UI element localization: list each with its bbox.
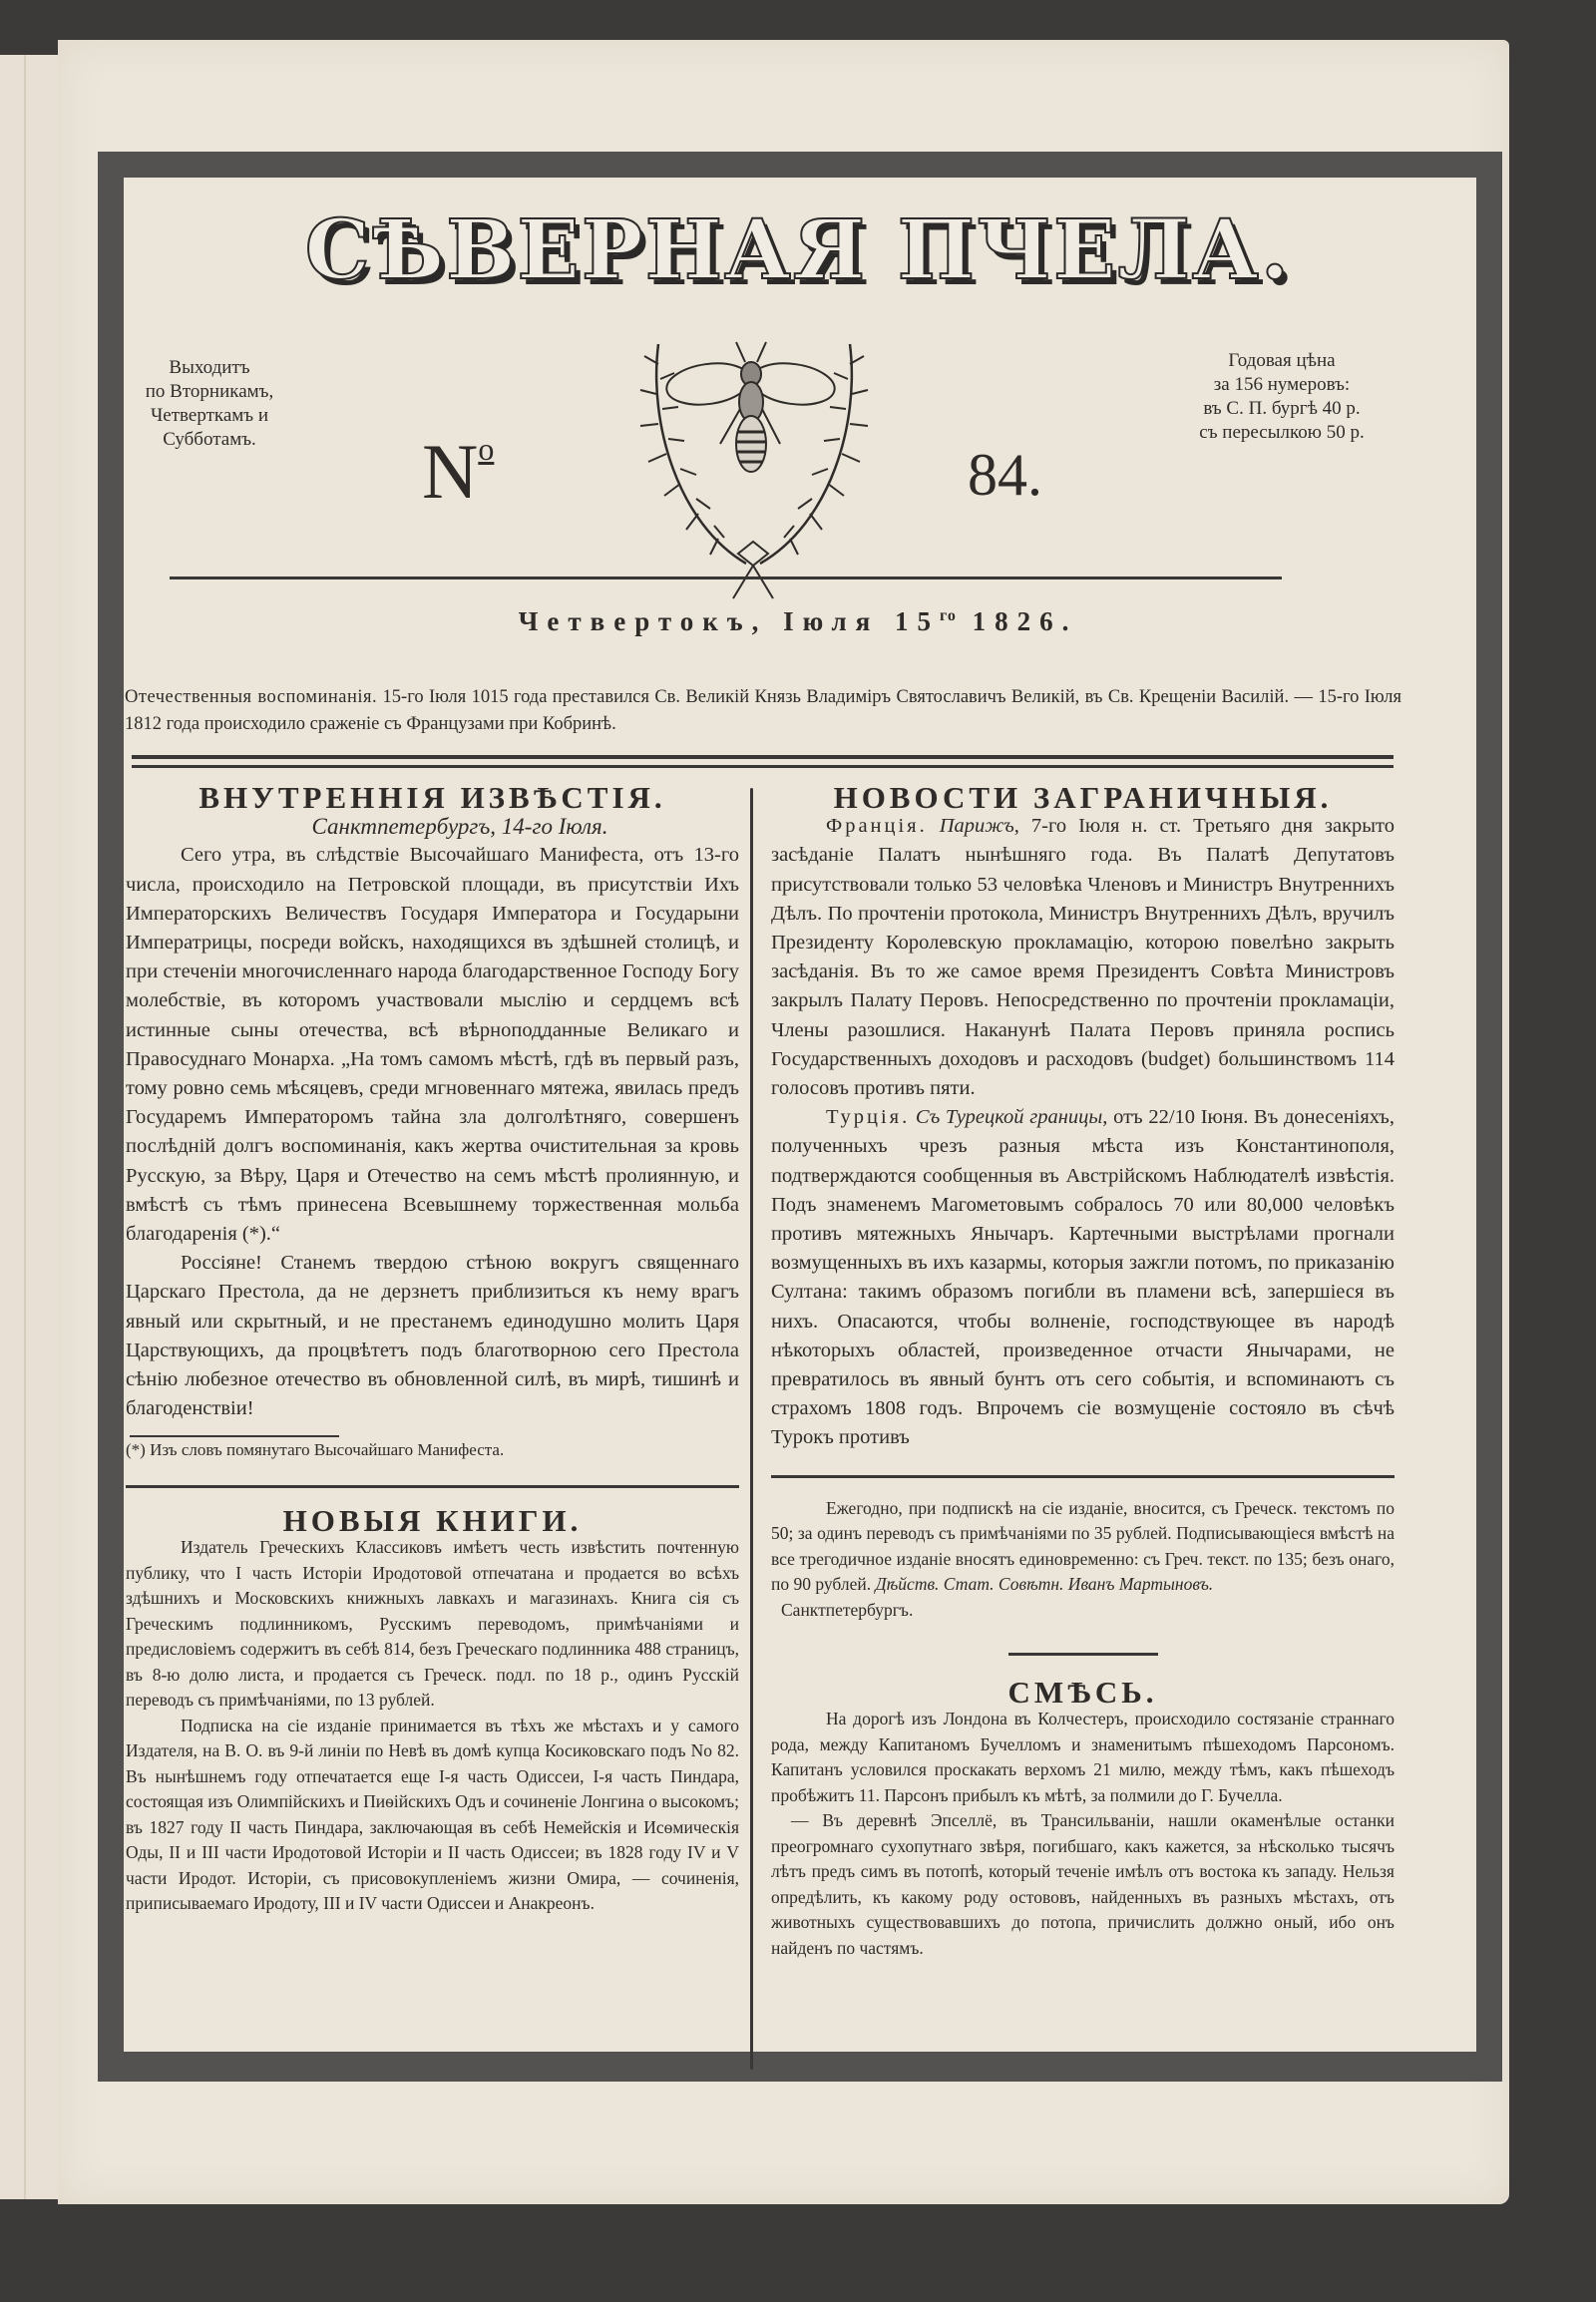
subscription-price	[1177, 349, 1387, 445]
books-paragraph: Подписка на сіе изданіе принимается въ тѣхъ же мѣстахъ и у самого Издателя, на В. О. въ 9-й линіи по Невѣ въ домѣ купца Косиковскаго подъ No 82. Въ нынѣшнемъ году отпечатается еще I-я часть Одиссеи, I-я часть Пиндара, состоящая изъ Олимпійскихъ и Пиѳійскихъ Одъ и сочиненіе Лонгина о высокомъ; въ 1827 году II часть Пиндара, заключающая въ себѣ Немейскія и Исѳмическія Оды, II и III части Иродотовой Исторіи и II часть Одиссеи; въ 1828 году IV и V части Иродот. Исторіи, съ присовокупленіемъ жизни Омира, — сочиненія, приписываемаго Иродоту, III и IV части Одиссеи и Анакреонъ.	[126, 1715, 739, 1914]
subscription-notice	[771, 1496, 1395, 1598]
date-text: Четвертокъ, Іюля 15	[518, 606, 941, 636]
signature-place: Санктпетербургъ.	[781, 1599, 914, 1620]
section-separator	[126, 1485, 739, 1488]
schedule-line: Субботамъ.	[163, 429, 256, 450]
schedule-line: по Вторникамъ,	[145, 381, 274, 402]
report-text: , отъ 22/10 Іюня. Въ донесеніяхъ, полученныхъ чрезъ разныя мѣста изъ Константинополя, подтверждаются сообщенныя въ Австрійскомъ Наблюдателѣ извѣстія. Подъ знаменемъ Магометовымъ собралось 70 или 80,000 человѣкъ противъ мятежныхъ Янычаръ. Картечными выстрѣлами прогнали возмущенныхъ въ ихъ казармы, которыя зажгли потомъ, по приказанію Султана: такимъ образомъ погибли въ пламени всѣ, запершіеся въ нихъ. Опасаются, чтобы волненіе, господствующее въ народѣ нѣкоторыхъ областей, произведенное отчасти Янычарами, не превратилось въ явный бунтъ отъ сего событія, и вспоминаютъ съ страхомъ 1808 годъ. Впрочемъ сіе возмущеніе состояло въ сѣчѣ Турокъ противъ	[771, 1106, 1395, 1449]
report-text: , 7-го Іюля н. ст. Третьяго дня закрыто засѣданіе Палатъ нынѣшняго года. Въ Палатѣ Депутатовъ присутствовали только 53 человѣка Членовъ и Министръ Внутреннихъ Дѣлъ. По прочтеніи протокола, Министръ Внутреннихъ Дѣлъ, вручилъ Президенту Королевскую прокламацію, которою повелѣно закрыть засѣданія. Въ то же самое время Президентъ Совѣта Министровъ закрылъ Палату Перовъ. Непосредственно по прочтеніи прокламаціи, Члены разошлися. Наканунѣ Палата Перовъ приняла роспись Государственныхъ доходовъ и расходовъ (budget) большинствомъ 114 голосовъ противъ пяти.	[771, 815, 1395, 1100]
issue-date	[0, 606, 1596, 637]
left-column	[126, 780, 739, 1917]
article-paragraph: Россіяне! Станемъ твердою стѣною вокругъ священнаго Царскаго Престола, да не дерзнетъ приблизиться къ нему врагъ явный или скрытный, и не престанемъ единодушно молить Царя Царствующихъ, да процвѣтетъ подъ благотворною сего Престола сѣнію любезное отечество въ обновленной силѣ, въ мирѣ, тишинѣ и благоденствіи!	[126, 1252, 739, 1420]
number-sign-sup: о	[478, 431, 495, 467]
price-line: за 156 нумеровъ:	[1213, 374, 1351, 395]
publication-schedule	[120, 356, 299, 452]
memorial-text: 15-го Іюля 1015 года преставился Св. Великій Князь Владиміръ Святославичъ Великій, въ Св. Крещеніи Василій. — 15-го Іюля 1812 года происходило сраженіе съ Французами при Кобринѣ.	[125, 687, 1401, 734]
double-rule-top	[132, 755, 1394, 759]
dateline: Санктпетербургъ, 14-го Іюля.	[311, 814, 608, 840]
issue-number-label	[422, 427, 494, 517]
double-rule-bottom	[132, 765, 1394, 768]
bee-wreath-icon	[589, 314, 918, 603]
price-line: съ пересылкою 50 р.	[1199, 422, 1365, 443]
article-paragraph: Сего утра, въ слѣдствіе Высочайшаго Манифеста, отъ 13-го числа, происходило на Петровской площади, въ присутствіи Ихъ Императорскихъ Величествъ Государя Императора и Государыни Императрицы, посреди войскъ, находящихся въ здѣшней столицѣ, и при стеченіи многочисленнаго народа благодарственное Господу Богу молебствіе, въ которомъ участвовали мыслію и сердцемъ всѣ истинные сыны отечества, всѣ вѣрноподданные Великаго и Правосуднаго Монарха. „На томъ самомъ мѣстѣ, гдѣ въ первый разъ, тому ровно семь мѣсяцевъ, среди мгновеннаго мятежа, явилась предъ Государемъ Императоромъ тайна зла долголѣтняго, совершенъ послѣдній долгъ воспоминанія, какъ жертва очистительная за кровь Русскую, за Вѣру, Царя и Отечество на семъ мѣстѣ пролиянную, и вмѣстѣ съ тѣмъ принесена Всевышнему торжественная мольба благодаренія (*).“	[126, 844, 739, 1246]
masthead-rule	[170, 576, 1282, 579]
section-heading-domestic: ВНУТРЕННІЯ ИЗВѢСТІЯ.	[199, 780, 666, 815]
france-report	[771, 812, 1395, 1103]
section-heading-foreign: НОВОСТИ ЗАГРАНИЧНЫЯ.	[833, 780, 1333, 815]
country-label: Франція.	[826, 815, 928, 838]
miscellany-paragraph: На дорогѣ изъ Лондона въ Колчестеръ, происходило состязаніе страннаго рода, между Капитаномъ Бучелломъ и знаменитымъ пѣшеходомъ Парсономъ. Капитанъ условился проскакать верхомъ 21 милю, между тѣмъ, какъ пѣшеходъ пробѣжитъ 11. Парсонъ прибылъ къ мѣтѣ, за полмили до Г. Бучелла.	[771, 1709, 1395, 1805]
signature: Дѣйств. Стат. Совѣтн. Иванъ Мартыновъ.	[875, 1574, 1214, 1595]
section-separator-short	[1008, 1653, 1158, 1656]
place-label: Съ Турецкой границы	[915, 1106, 1103, 1129]
page-fold	[24, 55, 26, 2199]
place-label: Парижъ	[939, 815, 1014, 838]
price-line: въ С. П. бургѣ 40 р.	[1203, 398, 1361, 419]
column-divider	[750, 788, 753, 2070]
country-label: Турція.	[826, 1106, 911, 1129]
memorial-lead: Отечественныя воспоминанія.	[125, 687, 378, 707]
schedule-line: Четверткамъ и	[150, 405, 269, 426]
section-heading-miscellany: СМѢСЬ.	[1007, 1675, 1158, 1711]
subscription-text: Ежегодно, при подпискѣ на сіе изданіе, вносится, съ Греческ. текстомъ по 50; за одинъ переводъ съ примѣчаніями по 35 рублей. Подписывающіеся вмѣстѣ на все трегодичное изданіе вносятъ единовременно: съ Греч. текст. по 135; безъ онаго, по 90 рублей.	[771, 1497, 1395, 1595]
schedule-line: Выходитъ	[169, 357, 250, 378]
section-heading-books: НОВЫЯ КНИГИ.	[282, 1502, 583, 1538]
right-column	[771, 780, 1395, 1961]
books-paragraph: Издатель Греческихъ Классиковъ имѣетъ честь извѣстить почтенную публику, что I часть Исторіи Иродотовой отпечатана и продается во всѣхъ здѣшнихъ и Московскихъ книжныхъ лавкахъ и магазинахъ. Книга сія съ Греческимъ подлинникомъ, Русскимъ переводомъ, примѣчаніями и предисловіемъ содержитъ въ себѣ 814, безъ Греческаго подлинника 488 страницъ, въ 8-ю долю листа, и продается съ Греческ. подл. по 18 р., одинъ Русскій переводъ съ примѣчаніями, по 13 рублей.	[126, 1537, 739, 1711]
footnote: (*) Изъ словъ помянутаго Высочайшаго Манифеста.	[126, 1440, 505, 1460]
masthead-title: СѢВЕРНАЯ ПЧЕЛА.	[304, 202, 1292, 298]
date-sup: го	[940, 607, 957, 624]
memorial-note	[125, 684, 1401, 738]
number-sign: N	[422, 428, 479, 515]
adjacent-page-edge	[0, 55, 64, 2199]
turkey-report	[771, 1103, 1395, 1452]
issue-number: 84.	[968, 442, 1042, 508]
miscellany-paragraph: — Въ деревнѣ Эпселлё, въ Трансильваніи, нашли окаменѣлые останки преогромнаго сухопутнаго звѣря, погибшаго, какъ кажется, за нѣсколько тысячъ лѣтъ предъ симъ въ потопѣ, который теченіе имѣлъ отъ востока къ западу. Нельзя опредѣлить, къ какому роду остововъ, найденныхъ въ разныхъ мѣстахъ, отъ животныхъ существовавшихъ до потопа, причислить должно оный, ибо онъ найденъ по частямъ.	[771, 1810, 1395, 1958]
date-year: 1826.	[956, 606, 1078, 636]
section-separator	[771, 1475, 1395, 1478]
price-line: Годовая цѣна	[1228, 350, 1336, 371]
